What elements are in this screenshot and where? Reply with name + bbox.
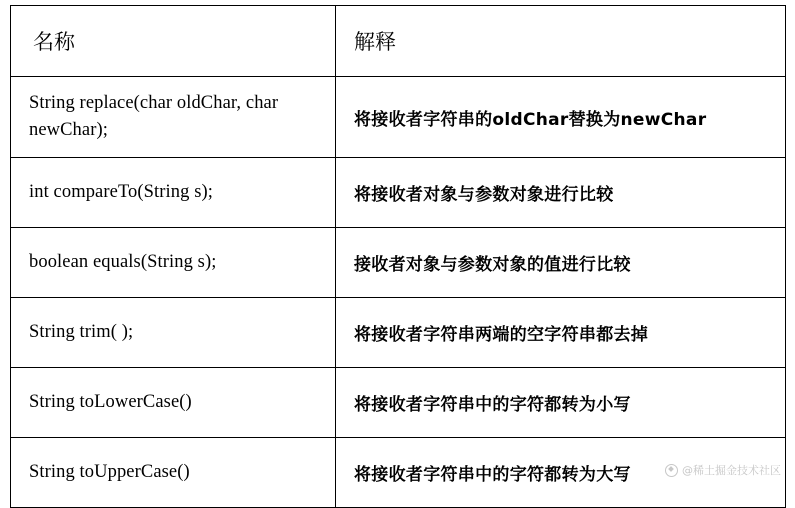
table-row (11, 368, 786, 438)
string-methods-table (10, 5, 786, 508)
juejin-logo-icon (665, 464, 678, 477)
column-header-name: 名称 (11, 6, 336, 77)
cell-method-name: String toLowerCase() (11, 368, 336, 438)
cell-method-description: 接收者对象与参数对象的值进行比较 (336, 228, 786, 298)
table-row (11, 77, 786, 158)
cell-method-name: String replace(char oldChar, char newChar); (11, 77, 336, 158)
cell-method-name: String toUpperCase() (11, 438, 336, 508)
cell-method-description: 将接收者字符串中的字符都转为小写 (336, 368, 786, 438)
cell-method-description: 将接收者对象与参数对象进行比较 (336, 158, 786, 228)
cell-method-description: 将接收者字符串中的字符都转为大写 (336, 438, 786, 508)
cell-method-name: String trim( ); (11, 298, 336, 368)
column-header-description: 解释 (336, 6, 786, 77)
table-row (11, 298, 786, 368)
table-header (11, 6, 786, 77)
cell-method-description: 将接收者字符串两端的空字符串都去掉 (336, 298, 786, 368)
table-header-row (11, 6, 786, 77)
table-row (11, 158, 786, 228)
table-body (11, 77, 786, 508)
cell-method-name: boolean equals(String s); (11, 228, 336, 298)
cell-method-description: 将接收者字符串的oldChar替换为newChar (336, 77, 786, 158)
watermark (665, 462, 781, 478)
cell-method-name: int compareTo(String s); (11, 158, 336, 228)
table-row (11, 228, 786, 298)
watermark-text: @稀土掘金技术社区 (682, 464, 781, 477)
